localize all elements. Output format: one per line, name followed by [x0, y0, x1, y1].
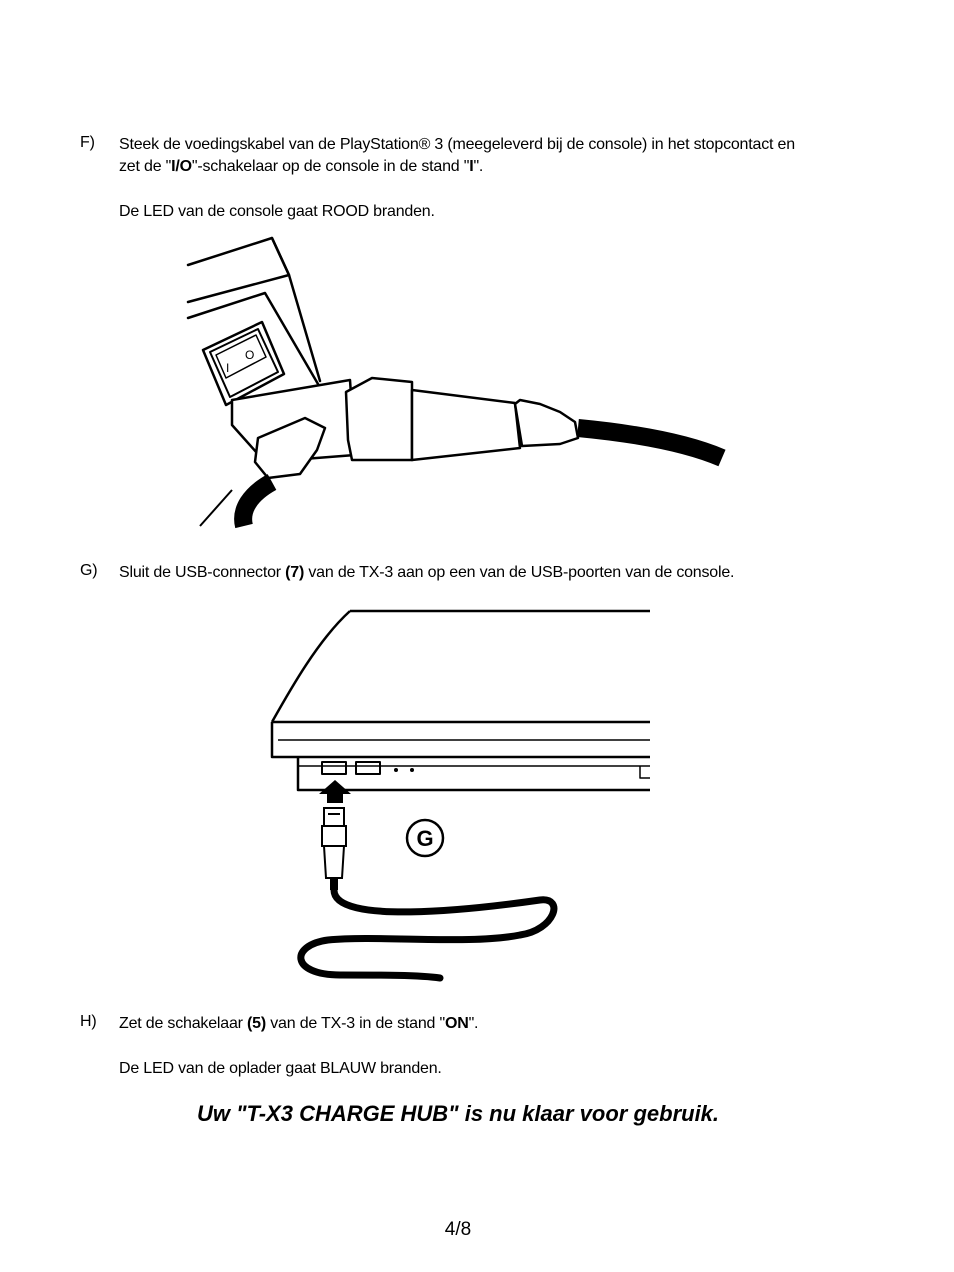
step-h-letter: H) — [80, 1013, 97, 1030]
closing-statement: Uw "T-X3 CHARGE HUB" is nu klaar voor gebruik. — [196, 1101, 720, 1126]
i-bold: I — [469, 158, 474, 175]
step-g-letter: G) — [80, 562, 98, 579]
page-number: 4/8 — [444, 1219, 472, 1240]
step-h-text: Zet de schakelaar (5) van de TX-3 in de stand "ON". — [119, 1015, 479, 1032]
on-bold: ON — [444, 1015, 469, 1032]
switch-o-label: O — [245, 348, 255, 362]
step-f-letter: F) — [80, 134, 95, 151]
callout-g: G — [416, 826, 434, 851]
switch-i-label: I — [226, 361, 230, 375]
step-h-note: De LED van de oplader gaat BLAUW branden. — [119, 1060, 442, 1077]
step-f-line2: zet de "I/O"-schakelaar op de console in de stand "I". — [119, 158, 484, 175]
io-bold: I/O — [171, 158, 192, 175]
switch-number: (5) — [247, 1015, 266, 1032]
step-f-line1: Steek de voedingskabel van de PlayStation® 3 (meegeleverd bij de console) in het stopcontact en — [119, 136, 795, 153]
connector-number: (7) — [285, 564, 305, 581]
step-g-text: Sluit de USB-connector (7) van de TX-3 aan op een van de USB-poorten van de console. — [119, 564, 735, 581]
step-f-note: De LED van de console gaat ROOD branden. — [119, 203, 435, 220]
